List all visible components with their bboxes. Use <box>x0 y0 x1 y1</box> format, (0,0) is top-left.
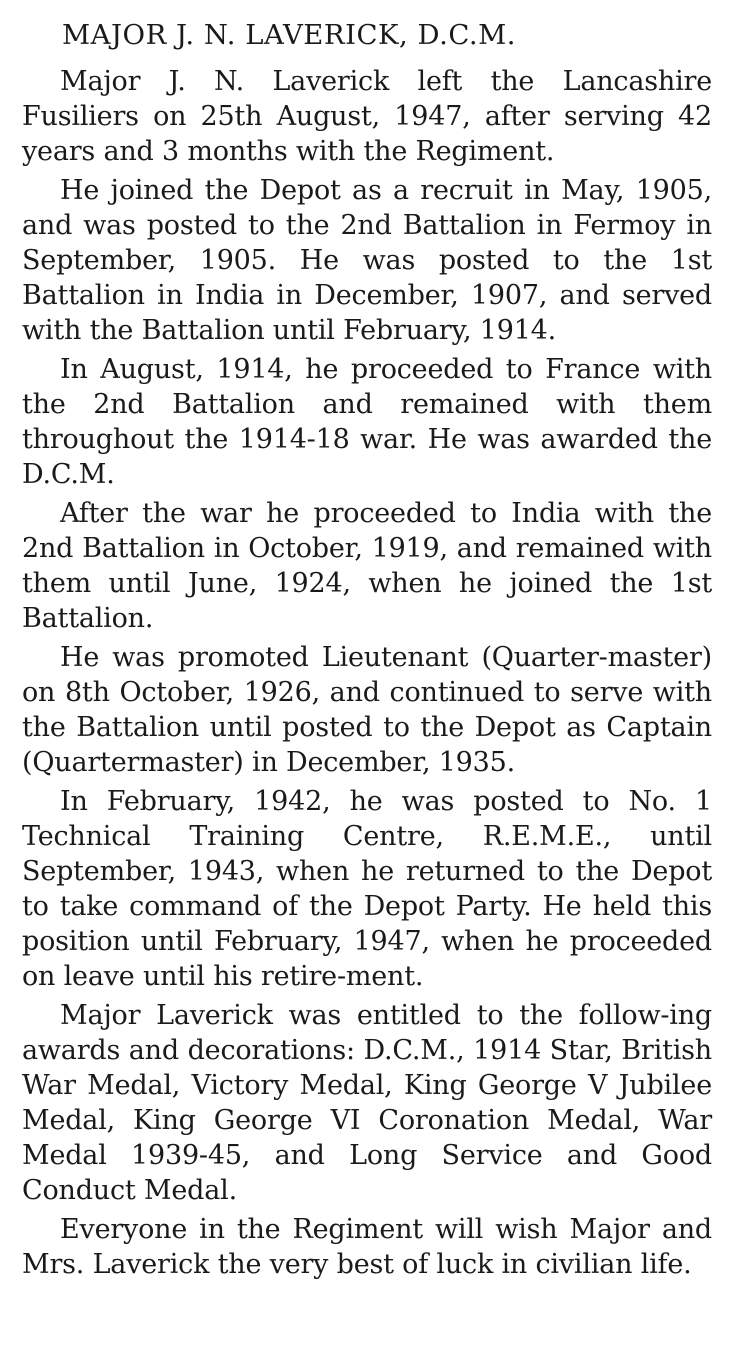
article <box>22 18 712 1282</box>
paragraph-post-war-india: After the war he proceeded to India with the 2nd Battalion in October, 1919, and remained with them until June, 1924, when he joined the 1st Battalion. <box>22 498 712 634</box>
paragraph-retirement: Major J. N. Laverick left the Lancashire Fusiliers on 25th August, 1947, after serving 42 years and 3 months with the Regiment. <box>22 66 712 167</box>
paragraph-wartime-postings: In February, 1942, he was posted to No. 1 Technical Training Centre, R.E.M.E., until September, 1943, when he returned to the Depot to take command of the Depot Party. He held this position until February, 1947, when he proceeded on leave until his retire-ment. <box>22 786 712 992</box>
paragraph-early-service: He joined the Depot as a recruit in May, 1905, and was posted to the 2nd Battalion in Fermoy in September, 1905. He was posted to the 1st Battalion in India in December, 1907, and served with the Battalion until February, 1914. <box>22 175 712 346</box>
paragraph-farewell: Everyone in the Regiment will wish Major and Mrs. Laverick the very best of luck in civilian life. <box>22 1214 712 1280</box>
paragraph-promotion: He was promoted Lieutenant (Quarter-master) on 8th October, 1926, and continued to serve with the Battalion until posted to the Depot as Captain (Quartermaster) in December, 1935. <box>22 642 712 778</box>
paragraph-great-war: In August, 1914, he proceeded to France with the 2nd Battalion and remained with them throughout the 1914-18 war. He was awarded the D.C.M. <box>22 354 712 490</box>
paragraph-awards: Major Laverick was entitled to the follow-ing awards and decorations: D.C.M., 1914 Star, British War Medal, Victory Medal, King George V Jubilee Medal, King George VI Coronation Medal, War Medal 1939-45, and Long Service and Good Conduct Medal. <box>22 1000 712 1206</box>
article-title: MAJOR J. N. LAVERICK, D.C.M. <box>62 19 517 51</box>
